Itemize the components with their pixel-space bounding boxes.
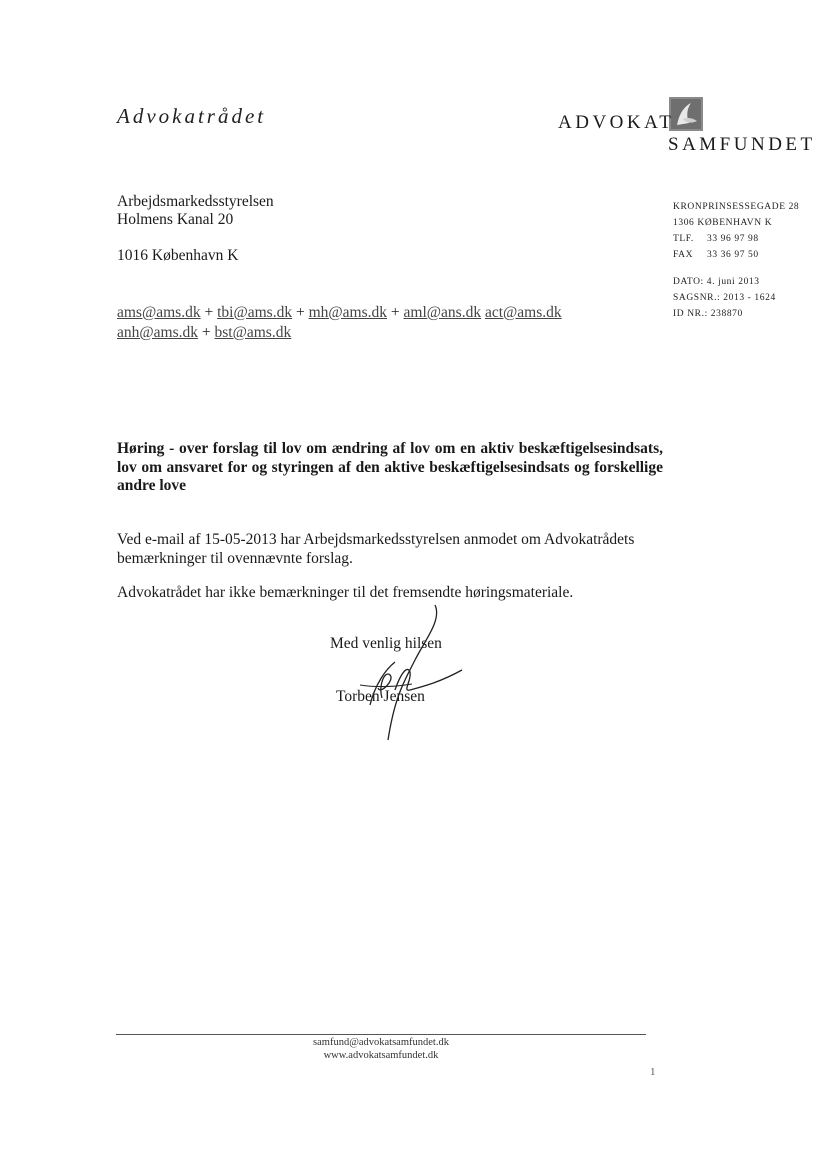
- email-separator: +: [204, 304, 214, 321]
- email-separator: +: [201, 324, 211, 341]
- logo-word-samfundet: SAMFUNDET: [668, 134, 816, 155]
- sender-city: 1306 KØBENHAVN K: [673, 218, 773, 228]
- phone-number: 33 96 97 98: [707, 234, 759, 244]
- email-link[interactable]: ams@ams.dk: [117, 304, 201, 321]
- email-link[interactable]: mh@ams.dk: [308, 304, 388, 321]
- fax-number: 33 36 97 50: [707, 250, 759, 260]
- letter-date: DATO: 4. juni 2013: [673, 277, 760, 287]
- email-separator: +: [295, 304, 305, 321]
- footer-rule: [116, 1034, 646, 1035]
- council-name: Advokatrådet: [117, 104, 267, 128]
- email-line-1: [117, 303, 562, 323]
- email-link[interactable]: bst@ams.dk: [214, 324, 292, 341]
- fax-label: FAX: [673, 250, 694, 260]
- closing-greeting: Med venlig hilsen: [330, 635, 442, 652]
- sender-street: KRONPRINSESSEGADE 28: [673, 202, 800, 212]
- sender-phone: [673, 231, 759, 247]
- logo-word-advokat: ADVOKAT: [558, 112, 675, 133]
- email-line-2: [117, 323, 562, 343]
- footer-email[interactable]: samfund@advokatsamfundet.dk: [313, 1037, 449, 1048]
- email-link[interactable]: tbi@ams.dk: [217, 304, 293, 321]
- phone-label: TLF.: [673, 234, 694, 244]
- letter-subject: Høring - over forslag til lov om ændring af lov om en aktiv beskæftigelsesindsats, lov om ansvaret for og styringen af den aktive beskæftigelsesindsats og forskellige andre love: [117, 440, 663, 494]
- body-paragraph-1: Ved e-mail af 15-05-2013 har Arbejdsmarkedsstyrelsen anmodet om Advokatrådets bemærkninger til ovennævnte forslag.: [117, 531, 635, 567]
- email-link[interactable]: aml@ans.dk: [403, 304, 482, 321]
- page-number: 1: [650, 1066, 656, 1078]
- email-link[interactable]: anh@ams.dk: [117, 324, 198, 341]
- recipient-street: Holmens Kanal 20: [117, 211, 234, 228]
- body-paragraph-2: Advokatrådet har ikke bemærkninger til det fremsendte høringsmateriale.: [117, 584, 574, 601]
- footer-website[interactable]: www.advokatsamfundet.dk: [323, 1050, 439, 1061]
- recipient-city: 1016 København K: [117, 247, 239, 264]
- email-recipients: [117, 303, 562, 343]
- case-number: SAGSNR.: 2013 - 1624: [673, 293, 776, 303]
- signer-name: Torben Jensen: [336, 688, 425, 705]
- handwritten-signature: [340, 600, 480, 750]
- id-number: ID NR.: 238870: [673, 309, 743, 319]
- sender-fax: [673, 247, 759, 263]
- email-separator: +: [390, 304, 400, 321]
- email-link[interactable]: act@ams.dk: [484, 304, 562, 321]
- recipient-name: Arbejdsmarkedsstyrelsen: [117, 193, 274, 210]
